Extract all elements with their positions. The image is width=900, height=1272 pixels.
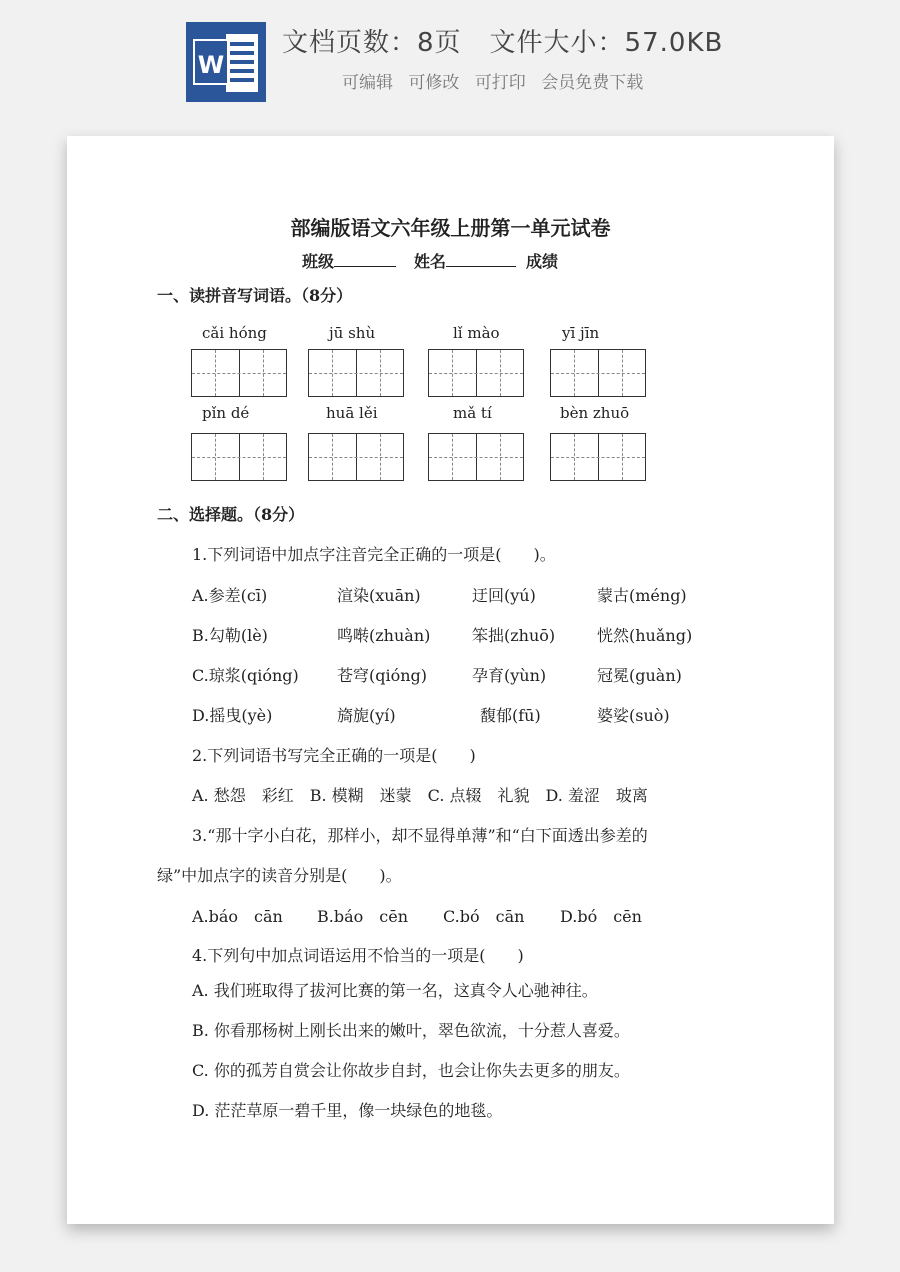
word-document-icon [186,22,266,102]
page-count: 文档页数：8页 [282,28,462,58]
writing-grid[interactable] [191,433,287,481]
writing-grid[interactable] [550,433,646,481]
option-text: B.勾勒(lè) [192,626,268,645]
option-text: B. 你看那杨树上刚长出来的嫩叶，翠色欲流，十分惹人喜爱。 [192,1021,630,1040]
writing-grid[interactable] [550,349,646,397]
name-label: 姓名 [414,252,447,271]
option-text: 鸣啭(zhuàn) [337,626,431,645]
student-info-line [302,249,558,272]
section-2-heading: 二、选择题。（8分） [157,505,305,524]
option-text: 恍然(huǎng) [597,626,693,645]
option-text: 冠冕(guàn) [597,666,682,685]
option-text: 苍穹(qióng) [337,666,428,685]
score-label: 成绩 [526,252,559,271]
feature-member-download: 会员免费下载 [541,73,644,93]
option-text: D. 茫茫草原一碧千里，像一块绿色的地毯。 [192,1101,503,1120]
pinyin-label: bèn zhuō [560,404,630,422]
option-text: D.摇曳(yè) [192,706,273,725]
option-text: B.báo cēn [317,907,408,926]
svg-text:W: W [197,51,225,79]
page-title: 部编版语文六年级上册第一单元试卷 [290,216,611,240]
option-text: 蒙古(méng) [597,586,687,605]
option-text: 迂回(yú) [472,586,536,605]
option-text: 笨拙(zhuō) [472,626,556,645]
option-text: 馥郁(fū) [480,706,541,725]
option-text: D.bó cēn [560,907,642,926]
feature-list [342,68,653,93]
option-text: 婆娑(suò) [597,706,670,725]
file-size: 文件大小：57.0KB [489,28,724,58]
option-text: A.báo cān [192,907,283,926]
writing-grid[interactable] [308,433,404,481]
writing-grid[interactable] [191,349,287,397]
header-banner [0,0,900,118]
option-text: 孕育(yùn) [472,666,547,685]
option-text: 旖旎(yí) [337,706,396,725]
question-3-line-1: 3.“那十字小白花，那样小，却不显得单薄”和“白下面透出参差的 [192,826,648,845]
pinyin-label: pǐn dé [202,404,250,422]
pinyin-label: lǐ mào [453,324,500,342]
option-text: C.bó cān [443,907,525,926]
section-1-heading: 一、读拼音写词语。（8分） [157,286,353,305]
question-4: 4.下列句中加点词语运用不恰当的一项是( ) [192,946,524,965]
pinyin-label: jū shù [329,324,376,342]
option-text: C. 你的孤芳自赏会让你故步自封，也会让你失去更多的朋友。 [192,1061,630,1080]
option-text: A.参差(cī) [192,586,268,605]
document-page [67,136,834,1224]
question-2-options: A. 愁怨 彩红 B. 模糊 迷蒙 C. 点辍 礼貌 D. 羞涩 玻离 [192,786,648,805]
question-3-line-2: 绿”中加点字的读音分别是( )。 [157,866,402,885]
document-meta [282,22,723,59]
question-1: 1.下列词语中加点字注音完全正确的一项是( )。 [192,545,556,564]
writing-grid[interactable] [428,433,524,481]
writing-grid[interactable] [428,349,524,397]
feature-modifiable: 可修改 [408,73,460,93]
name-blank[interactable] [446,252,516,267]
pinyin-label: mǎ tí [453,404,492,422]
class-label: 班级 [302,252,335,271]
question-2: 2.下列词语书写完全正确的一项是( ) [192,746,476,765]
option-text: C.琼浆(qióng) [192,666,299,685]
pinyin-label: yī jīn [562,324,600,342]
option-text: A. 我们班取得了拔河比赛的第一名，这真令人心驰神往。 [192,981,598,1000]
feature-editable: 可编辑 [342,73,393,93]
class-blank[interactable] [334,252,396,267]
pinyin-label: cǎi hóng [202,324,267,342]
option-text: 渲染(xuān) [337,586,421,605]
feature-printable: 可打印 [474,73,526,93]
writing-grid[interactable] [308,349,404,397]
pinyin-label: huā lěi [326,404,378,422]
